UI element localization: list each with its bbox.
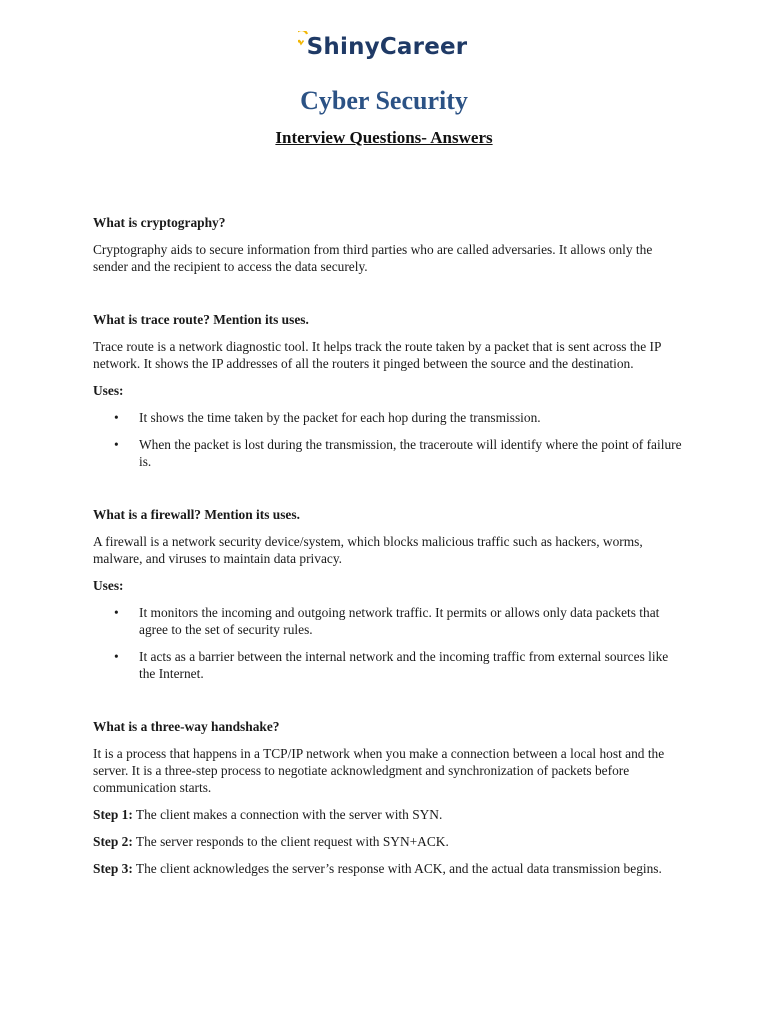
- uses-label: Uses:: [93, 383, 124, 398]
- list-item-text: It acts as a barrier between the internal network and the incoming traffic from external sources like the Internet.: [139, 649, 669, 681]
- uses-list: [93, 409, 683, 470]
- answer-paragraph: Cryptography aids to secure information from third parties who are called adversaries. It allows only the sender and the recipient to access the data securely.: [93, 242, 653, 274]
- list-item: [93, 436, 683, 470]
- brand-logo: [0, 34, 768, 60]
- page-title: Cyber Security: [300, 86, 468, 115]
- step-2: [93, 833, 683, 850]
- step-3: [93, 860, 683, 877]
- question-heading: What is cryptography?: [93, 215, 226, 230]
- bullet: •: [114, 649, 119, 664]
- step-label: Step 3:: [93, 861, 133, 876]
- list-item: [93, 648, 683, 682]
- question-heading: What is trace route? Mention its uses.: [93, 312, 309, 327]
- question-heading: What is a three-way handshake?: [93, 719, 280, 734]
- uses-list: [93, 604, 683, 682]
- bullet: •: [114, 437, 119, 452]
- document-body: [93, 214, 683, 887]
- bullet: •: [114, 605, 119, 620]
- uses-label: Uses:: [93, 578, 124, 593]
- list-item-text: It shows the time taken by the packet for each hop during the transmission.: [139, 410, 541, 425]
- answer-paragraph: It is a process that happens in a TCP/IP network when you make a connection between a local host and the server. It is a three-step process to negotiate acknowledgment and synchronization of packets before communication starts.: [93, 746, 665, 795]
- bullet: •: [114, 410, 119, 425]
- step-label: Step 1:: [93, 807, 133, 822]
- answer-paragraph: A firewall is a network security device/system, which blocks malicious traffic such as hackers, worms, malware, and viruses to maintain data privacy.: [93, 534, 643, 566]
- step-1: [93, 806, 683, 823]
- brand-name: ShinyCareer: [306, 34, 468, 60]
- step-text: The server responds to the client request with SYN+ACK.: [132, 834, 449, 849]
- page-subtitle: Interview Questions- Answers: [275, 128, 493, 147]
- list-item-text: It monitors the incoming and outgoing network traffic. It permits or allows only data packets that agree to the set of security rules.: [139, 605, 660, 637]
- list-item-text: When the packet is lost during the transmission, the traceroute will identify where the point of failure is.: [139, 437, 682, 469]
- list-item: [93, 604, 683, 638]
- step-text: The client acknowledges the server’s response with ACK, and the actual data transmission begins.: [132, 861, 662, 876]
- step-text: The client makes a connection with the server with SYN.: [132, 807, 443, 822]
- list-item: [93, 409, 683, 426]
- question-heading: What is a firewall? Mention its uses.: [93, 507, 300, 522]
- step-label: Step 2:: [93, 834, 133, 849]
- answer-paragraph: Trace route is a network diagnostic tool. It helps track the route taken by a packet that is sent across the IP network. It shows the IP addresses of all the routers it pinged between the source and the destination.: [93, 339, 661, 371]
- sun-icon: [298, 31, 314, 51]
